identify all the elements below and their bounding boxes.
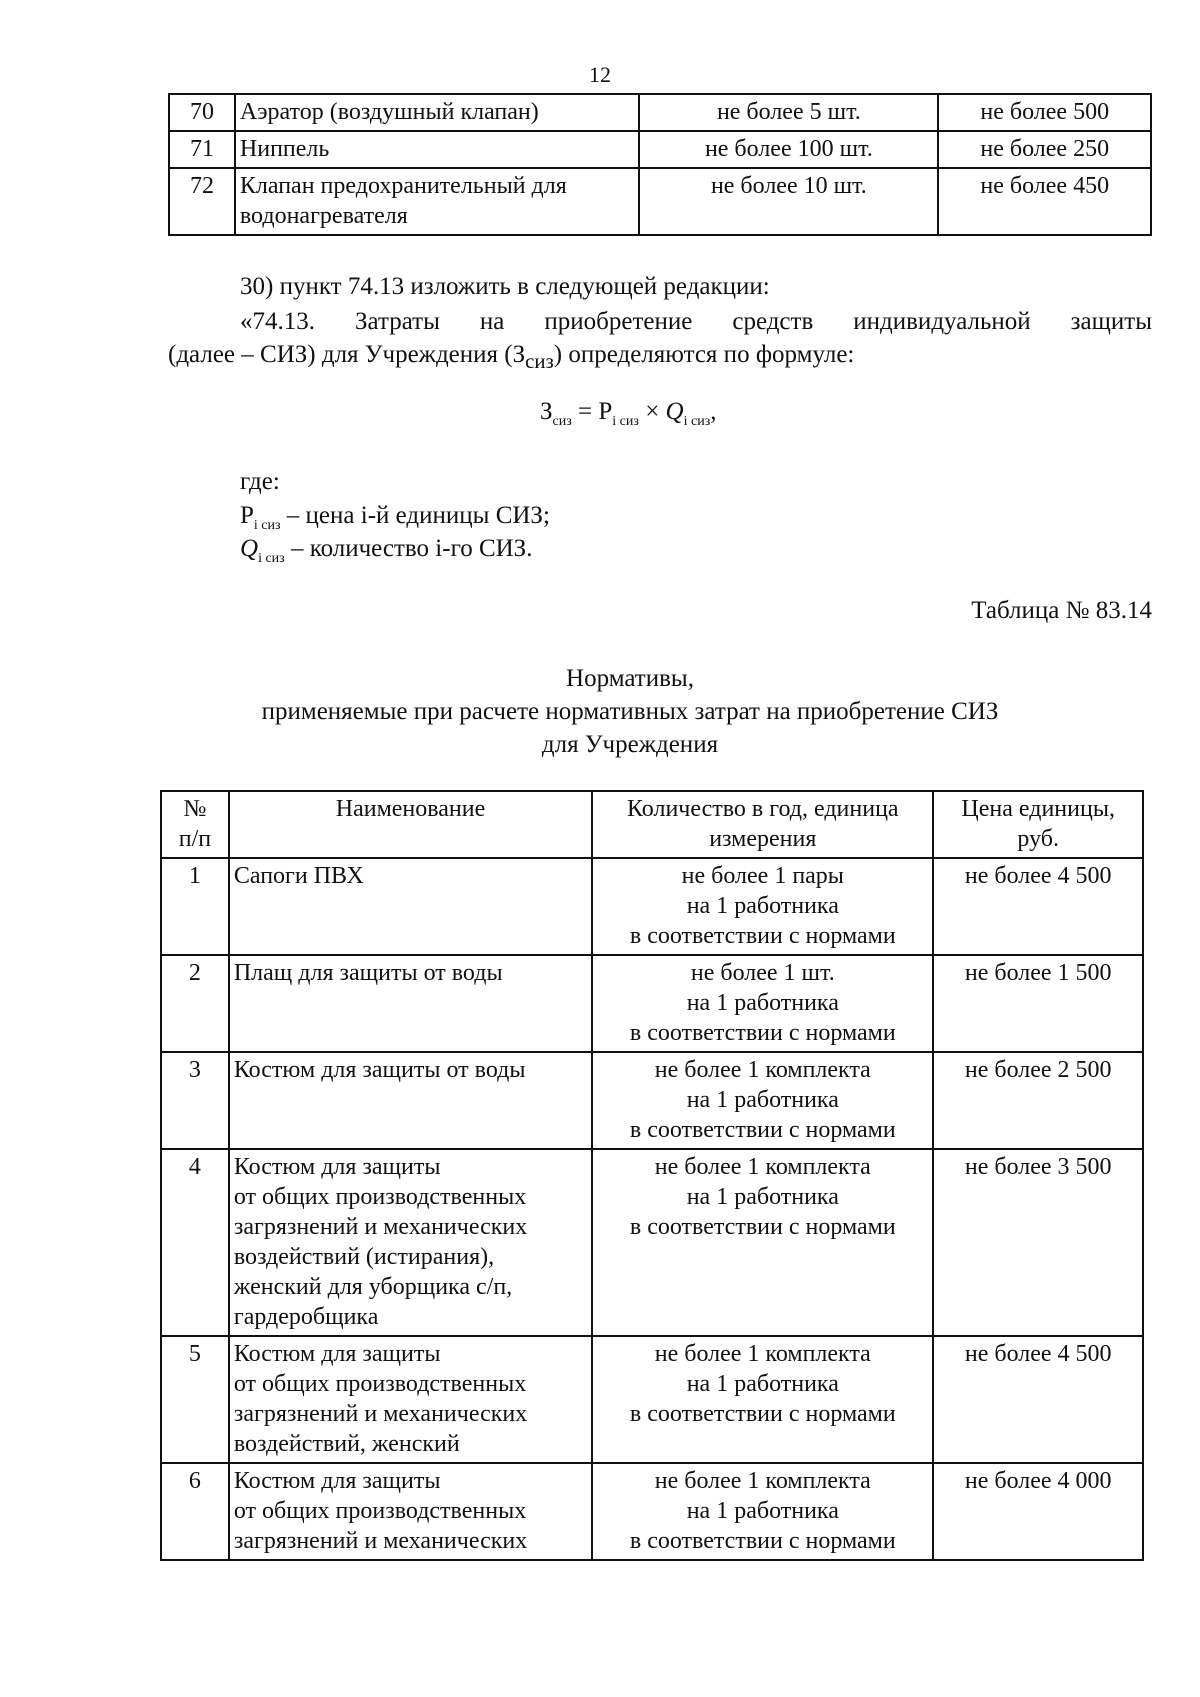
legend-where: где: <box>240 468 280 495</box>
row-quantity-line: на 1 работника <box>686 990 839 1016</box>
row-price: не более 4 500 <box>933 1336 1143 1463</box>
row-number: 5 <box>161 1336 229 1463</box>
row-quantity <box>592 858 933 955</box>
row-name-line: водонагревателя <box>239 203 408 229</box>
header-name: Наименование <box>229 791 592 858</box>
row-name-line: воздействий (истирания), <box>233 1244 495 1270</box>
row-quantity-line: в соответствии с нормами <box>629 1528 896 1554</box>
header-num: № п/п <box>161 791 229 858</box>
row-name-line: от общих производственных <box>233 1498 527 1524</box>
norms-table <box>160 790 1144 1561</box>
table-label: Таблица № 83.14 <box>971 597 1152 624</box>
header-price: Цена единицы, руб. <box>933 791 1143 858</box>
row-name-line: Костюм для защиты <box>233 1154 441 1180</box>
row-quantity-line: не более 1 пары <box>681 863 844 889</box>
heading-line2: применяемые при расчете нормативных затрат на приобретение СИЗ <box>261 698 999 725</box>
row-number: 3 <box>161 1052 229 1149</box>
amendment-text-line1: «74.13. Затраты на приобретение средств индивидуальной защиты <box>240 308 1152 335</box>
table-header-row <box>161 791 1143 858</box>
row-quantity-line: на 1 работника <box>686 893 839 919</box>
row-name-line: воздействий, женский <box>233 1431 460 1457</box>
formula: $З_{сиз} = P_{i сиз} \times Q_{i сиз}$, <box>540 398 717 429</box>
row-name-line: Аэратор (воздушный клапан) <box>239 99 539 125</box>
table-row <box>161 1052 1143 1149</box>
row-name-line: Ниппель <box>239 136 330 162</box>
row-name-line: загрязнений и механических <box>233 1528 528 1554</box>
row-price: не более 500 <box>938 94 1151 131</box>
amendment-item: 30) пункт 74.13 изложить в следующей редакции: <box>240 273 770 300</box>
norms-table-header <box>161 791 1143 858</box>
row-number: 70 <box>169 94 235 131</box>
row-quantity-line: не более 1 шт. <box>690 960 835 986</box>
heading-line1: Нормативы, <box>566 665 694 692</box>
row-number: 71 <box>169 131 235 168</box>
legend-q: $Q_{i сиз}$ – количество i-го СИЗ. <box>240 535 533 566</box>
row-name-line: Плащ для защиты от воды <box>233 960 503 986</box>
row-quantity-line: не более 1 комплекта <box>654 1341 871 1367</box>
row-name-line: от общих производственных <box>233 1184 527 1210</box>
top-table-body <box>169 94 1151 235</box>
table-row <box>161 1149 1143 1336</box>
table-row <box>169 168 1151 235</box>
row-name-line: загрязнений и механических <box>233 1214 528 1240</box>
row-number: 6 <box>161 1463 229 1560</box>
row-quantity: не более 5 шт. <box>639 94 938 131</box>
row-price: не более 450 <box>938 168 1151 235</box>
row-quantity-line: не более 1 комплекта <box>654 1468 871 1494</box>
row-quantity-line: в соответствии с нормами <box>629 1020 896 1046</box>
row-name <box>229 1052 592 1149</box>
row-name-line: от общих производственных <box>233 1371 527 1397</box>
amendment-text-line2: (далее – СИЗ) для Учреждения $(З_{сиз})$ определяются по формуле: <box>168 341 855 373</box>
row-price: не более 4 000 <box>933 1463 1143 1560</box>
row-name <box>235 131 639 168</box>
row-name <box>229 1149 592 1336</box>
row-name-line: женский для уборщика с/п, <box>233 1274 513 1300</box>
row-name-line: Сапоги ПВХ <box>233 863 364 889</box>
table-row <box>161 1463 1143 1560</box>
norms-table-body <box>161 858 1143 1560</box>
row-price: не более 1 500 <box>933 955 1143 1052</box>
row-quantity <box>592 1052 933 1149</box>
row-quantity-line: в соответствии с нормами <box>629 1401 896 1427</box>
row-number: 2 <box>161 955 229 1052</box>
row-name-line: Костюм для защиты от воды <box>233 1057 526 1083</box>
row-name <box>229 1463 592 1560</box>
row-name <box>235 168 639 235</box>
row-quantity-line: не более 1 комплекта <box>654 1154 871 1180</box>
row-quantity <box>592 955 933 1052</box>
row-quantity-line: в соответствии с нормами <box>629 1214 896 1240</box>
row-name <box>229 858 592 955</box>
row-name-line: загрязнений и механических <box>233 1401 528 1427</box>
table-row <box>169 131 1151 168</box>
row-quantity-line: в соответствии с нормами <box>629 1117 896 1143</box>
row-price: не более 3 500 <box>933 1149 1143 1336</box>
row-quantity-line: на 1 работника <box>686 1498 839 1524</box>
row-quantity: не более 10 шт. <box>639 168 938 235</box>
row-number: 1 <box>161 858 229 955</box>
row-quantity <box>592 1463 933 1560</box>
header-qty: Количество в год, единица измерения <box>592 791 933 858</box>
row-price: не более 250 <box>938 131 1151 168</box>
row-quantity <box>592 1149 933 1336</box>
row-name <box>229 955 592 1052</box>
row-quantity <box>592 1336 933 1463</box>
legend-p: $P_{i сиз}$ – цена i-й единицы СИЗ; <box>240 502 550 533</box>
row-name <box>235 94 639 131</box>
row-quantity-line: не более 1 комплекта <box>654 1057 871 1083</box>
heading-line3: для Учреждения <box>541 731 719 758</box>
top-table <box>168 93 1152 236</box>
row-number: 4 <box>161 1149 229 1336</box>
table-row <box>161 858 1143 955</box>
table-row <box>169 94 1151 131</box>
row-quantity-line: на 1 работника <box>686 1087 839 1113</box>
row-name-line: Костюм для защиты <box>233 1468 441 1494</box>
row-price: не более 4 500 <box>933 858 1143 955</box>
row-name-line: Клапан предохранительный для <box>239 173 567 199</box>
row-name <box>229 1336 592 1463</box>
row-quantity-line: в соответствии с нормами <box>629 923 896 949</box>
row-name-line: гардеробщика <box>233 1304 379 1330</box>
row-number: 72 <box>169 168 235 235</box>
row-quantity: не более 100 шт. <box>639 131 938 168</box>
page-number: 12 <box>589 62 611 87</box>
table-heading <box>0 662 1200 761</box>
row-price: не более 2 500 <box>933 1052 1143 1149</box>
row-quantity-line: на 1 работника <box>686 1371 839 1397</box>
table-row <box>161 1336 1143 1463</box>
table-row <box>161 955 1143 1052</box>
row-quantity-line: на 1 работника <box>686 1184 839 1210</box>
row-name-line: Костюм для защиты <box>233 1341 441 1367</box>
